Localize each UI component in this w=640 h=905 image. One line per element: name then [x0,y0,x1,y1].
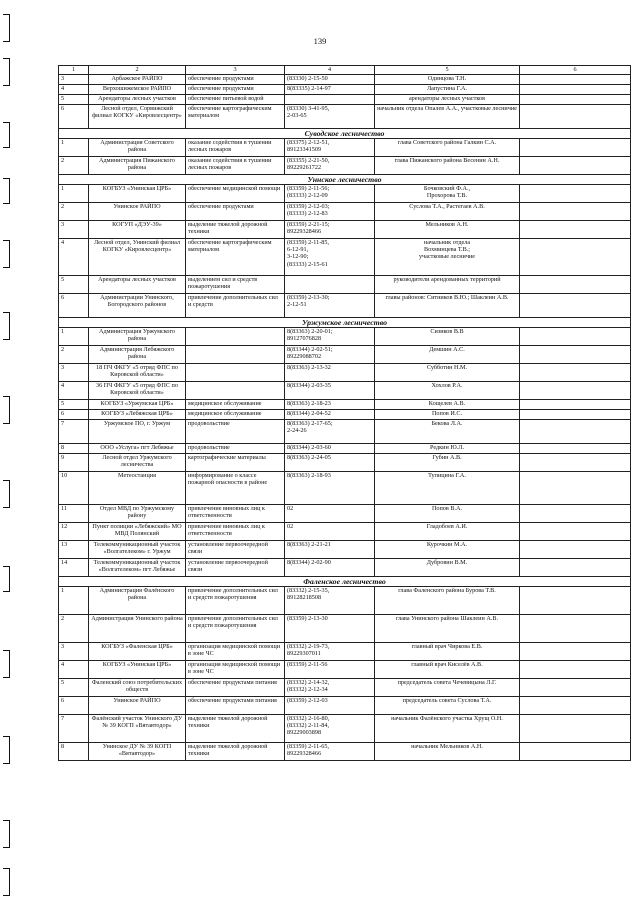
organization-cell: Администрация Советского района [89,139,186,157]
note-cell [520,472,631,505]
column-number-row [59,66,631,75]
organization-cell: Фаленский союз потребительских обществ [89,679,186,697]
function-cell: обеспечение продуктами [186,75,285,85]
responsible-person-cell: Бекова Л.А. [375,420,520,444]
organization-cell: КОГБУЗ «Уржумская ЦРБ» [89,400,186,410]
table-row [59,661,631,679]
phone-cell: 8(83344) 2-02-51; 89229088702 [285,346,375,364]
organization-cell: Лесной отдел, Сорвижский филиал КОГКУ «Кировлесцентр» [89,105,186,129]
table-row [59,410,631,420]
table-row [59,239,631,276]
phone-cell: 8(83344) 2-04-52 [285,410,375,420]
responsible-person-cell: начальник отдела Вохминцева Т.В.; участковые лесничие [375,239,520,276]
row-number-cell: 6 [59,294,89,318]
row-number-cell: 8 [59,743,89,761]
note-cell [520,643,631,661]
responsible-person-cell: Губин А.В. [375,454,520,472]
responsible-person-cell: Тупицина Г.А. [375,472,520,505]
row-number-cell: 1 [59,587,89,615]
row-number-cell: 6 [59,105,89,129]
responsible-person-cell: глава Унинского района Шаклеин А.В. [375,615,520,643]
phone-cell: (83332) 2-19-73, 89229307011 [285,643,375,661]
note-cell [520,239,631,276]
row-number-cell: 2 [59,346,89,364]
table-row [59,715,631,743]
phone-cell: (83359) 2-13-30 [285,615,375,643]
function-cell [186,382,285,400]
note-cell [520,420,631,444]
note-cell [520,661,631,679]
phone-cell [285,95,375,105]
section-header-row [59,175,631,185]
note-cell [520,587,631,615]
note-cell [520,185,631,203]
table-row [59,743,631,761]
note-cell [520,294,631,318]
phone-cell: (83359) 2-12-03; (83333) 2-12-83 [285,203,375,221]
organization-cell: Арендаторы лесных участков [89,95,186,105]
function-cell: оказание содействия в тушении лесных пожаров [186,139,285,157]
column-number-cell: 4 [285,66,375,75]
column-number-cell: 2 [89,66,186,75]
responsible-person-cell: арендаторы лесных участков [375,95,520,105]
responsible-person-cell: председатель совета Чечевицына Л.Г. [375,679,520,697]
function-cell: выделение тяжелой дорожной техники [186,743,285,761]
table-row [59,444,631,454]
row-number-cell: 11 [59,505,89,523]
responsible-person-cell: Демшин А.С. [375,346,520,364]
responsible-person-cell: Лапустина Г.А. [375,85,520,95]
binder-mark [3,312,10,340]
table-row [59,505,631,523]
note-cell [520,203,631,221]
note-cell [520,221,631,239]
function-cell: обеспечение продуктами питания [186,697,285,715]
phone-cell: (83330) 3-41-95, 2-03-65 [285,105,375,129]
organization-cell: Лесной отдел Уржумского лесничества [89,454,186,472]
responsible-person-cell: глава Пижанского района Весенин А.Н. [375,157,520,175]
note-cell [520,85,631,95]
function-cell: обеспечение картографическим материалом [186,239,285,276]
responsible-person-cell: глава Фаленского района Бурова Т.В. [375,587,520,615]
organization-cell: Метеостанция [89,472,186,505]
binder-mark [3,58,10,86]
function-cell: оказание содействия в тушении лесных пожаров [186,157,285,175]
note-cell [520,157,631,175]
row-number-cell: 3 [59,75,89,85]
row-number-cell: 5 [59,95,89,105]
table-row [59,221,631,239]
row-number-cell: 4 [59,239,89,276]
phone-cell: (83359) 2-21-15; 89229328466 [285,221,375,239]
function-cell: обеспечение медицинской помощи [186,185,285,203]
note-cell [520,559,631,577]
binder-mark [3,396,10,424]
note-cell [520,328,631,346]
note-cell [520,523,631,541]
phone-cell: (83359) 2-13-30; 2-12-51 [285,294,375,318]
table-row [59,294,631,318]
note-cell [520,715,631,743]
phone-cell: (83332) 2-15-35, 89128218508 [285,587,375,615]
organization-cell: КОГБУЗ «Унинская ЦРБ» [89,185,186,203]
phone-cell [285,276,375,294]
column-number-cell: 6 [520,66,631,75]
row-number-cell: 12 [59,523,89,541]
row-number-cell: 5 [59,400,89,410]
responsible-person-cell: главы районов: Ситников В.Ю.; Шаклеин А.В. [375,294,520,318]
note-cell [520,444,631,454]
phone-cell: 8(83363) 2-20-01; 89127076828 [285,328,375,346]
table-row [59,472,631,505]
note-cell [520,400,631,410]
table-body [59,66,631,761]
organization-cell: КОГБУЗ «Фаленская ЦРБ» [89,643,186,661]
function-cell: установление первоочередной связи [186,559,285,577]
note-cell [520,541,631,559]
binder-mark [3,480,10,508]
function-cell: продовольствие [186,444,285,454]
column-number-cell: 1 [59,66,89,75]
table-row [59,364,631,382]
table-row [59,95,631,105]
section-title: Суводское лесничество [59,129,631,139]
note-cell [520,410,631,420]
function-cell: привлечение дополнительных сил и средств [186,294,285,318]
table-row [59,85,631,95]
phone-cell: (83332) 2-16-80, (83332) 2-11-84, 89229003898 [285,715,375,743]
responsible-person-cell: Кощелев А.В. [375,400,520,410]
function-cell [186,346,285,364]
row-number-cell: 4 [59,661,89,679]
row-number-cell: 9 [59,454,89,472]
organization-cell: Унинское РАЙПО [89,697,186,715]
function-cell: обеспечение картографическим материалом [186,105,285,129]
organization-cell: 18 ПЧ ФКГУ «5 отряд ФПС по Кировской области» [89,364,186,382]
binder-mark [3,736,10,764]
phone-cell: (83359) 2-11-56 [285,661,375,679]
binder-mark [3,178,10,204]
binder-mark [3,122,10,148]
function-cell: установление первоочередной связи [186,541,285,559]
organization-cell: Администрация Уржумского района [89,328,186,346]
organization-cell: КОГУП «ДЭУ-39» [89,221,186,239]
phone-cell: (83359) 2-12-03 [285,697,375,715]
table-row [59,400,631,410]
table-row [59,420,631,444]
organization-cell: Администрация Пижанского района [89,157,186,175]
row-number-cell: 7 [59,715,89,743]
binder-mark [3,650,10,678]
table-row [59,541,631,559]
function-cell: выделением сил и средств пожаротушения [186,276,285,294]
organization-cell: Верхошижемское РАЙПО [89,85,186,95]
note-cell [520,95,631,105]
row-number-cell: 4 [59,382,89,400]
table-row [59,157,631,175]
responsible-person-cell: Попов И.С. [375,410,520,420]
note-cell [520,382,631,400]
row-number-cell: 4 [59,85,89,95]
organization-cell: Телекоммуникационный участок «Волгателеком» г. Уржум [89,541,186,559]
row-number-cell: 8 [59,444,89,454]
responsible-person-cell: председатель совета Суслова Т.А. [375,697,520,715]
organization-cell: ООО «Услуга» пгт Лебяжье [89,444,186,454]
phone-cell: (83332) 2-14-32, (83332) 2-12-34 [285,679,375,697]
responsible-person-cell: главный врач Чиркова Е.В. [375,643,520,661]
organization-cell: Фалёнский участок Унинского ДУ № 39 КОГП «Вятавтодор» [89,715,186,743]
table-row [59,185,631,203]
function-cell: картографические материалы [186,454,285,472]
function-cell: выделение тяжелой дорожной техники [186,715,285,743]
responsible-person-cell: руководители арендованных территорий [375,276,520,294]
responsible-person-cell: Сизиков В.В [375,328,520,346]
phone-cell: (83359) 2-11-85, 6-12-91, 3-12-90; (83333) 2-15-61 [285,239,375,276]
note-cell [520,679,631,697]
binder-mark [3,566,10,592]
phone-cell: (83355) 2-21-50, 89229261722 [285,157,375,175]
function-cell: привлечение виновных лиц к ответственности [186,505,285,523]
organization-cell: Унинское РАЙПО [89,203,186,221]
table-row [59,276,631,294]
phone-cell: 8(83363) 2-18-93 [285,472,375,505]
column-number-cell: 3 [186,66,285,75]
note-cell [520,454,631,472]
row-number-cell: 6 [59,410,89,420]
phone-cell: (83375) 2-12-51, 89123341509 [285,139,375,157]
responsible-person-cell: Гладобоев А.И. [375,523,520,541]
note-cell [520,364,631,382]
section-title: Уржумское лесничество [59,318,631,328]
function-cell: медицинское обслуживание [186,400,285,410]
function-cell: обеспечение продуктами [186,203,285,221]
row-number-cell: 2 [59,615,89,643]
organization-cell: Лесной отдел, Унинский филиал КОГКУ «Кировлесцентр» [89,239,186,276]
row-number-cell: 2 [59,157,89,175]
organization-cell: КОГБУЗ «Лебяжская ЦРБ» [89,410,186,420]
phone-cell: 8(83344) 2-03-35 [285,382,375,400]
responsible-person-cell: начальник Фалёнского участка Хрущ О.Н. [375,715,520,743]
function-cell: обеспечение продуктами [186,85,285,95]
table-row [59,75,631,85]
phone-cell: 8(83363) 2-17-65; 2-24-26 [285,420,375,444]
responsible-person-cell: Бочковский Ф.А., Прохорова Т.В. [375,185,520,203]
row-number-cell: 3 [59,643,89,661]
responsible-person-cell: Субботин Н.М. [375,364,520,382]
section-title: Уннское лесничество [59,175,631,185]
row-number-cell: 3 [59,221,89,239]
section-header-row [59,129,631,139]
section-title: Фаленское лесничество [59,577,631,587]
row-number-cell: 1 [59,328,89,346]
phone-cell: 8(83363) 2-21-21 [285,541,375,559]
note-cell [520,75,631,85]
function-cell: организация медицинской помощи в зоне ЧС [186,643,285,661]
page-number: 139 [313,36,327,46]
phone-cell: 8(83363) 2-13-32 [285,364,375,382]
row-number-cell: 10 [59,472,89,505]
note-cell [520,697,631,715]
phone-cell: 02 [285,505,375,523]
phone-cell: 8(83344) 2-02-90 [285,559,375,577]
table-row [59,454,631,472]
responsible-person-cell: Дубровин В.М. [375,559,520,577]
table-row [59,328,631,346]
function-cell [186,328,285,346]
note-cell [520,346,631,364]
row-number-cell: 2 [59,203,89,221]
section-header-row [59,577,631,587]
binder-mark [3,820,10,848]
row-number-cell: 7 [59,420,89,444]
table-row [59,559,631,577]
table-row [59,643,631,661]
table-row [59,139,631,157]
organization-cell: Администрация Унинского района [89,615,186,643]
function-cell: медицинское обслуживание [186,410,285,420]
binder-mark [3,240,10,268]
responsible-person-cell: глава Советского района Галкин С.А. [375,139,520,157]
phone-cell: (83330) 2-15-50 [285,75,375,85]
function-cell: выделение тяжелой дорожной техники [186,221,285,239]
note-cell [520,505,631,523]
responsible-person-cell: Попов В.А. [375,505,520,523]
table-row [59,697,631,715]
contacts-table [58,65,631,761]
responsible-person-cell: Курочкин М.А. [375,541,520,559]
responsible-person-cell: начальник отдела Опалев А.А., участковые лесничие [375,105,520,129]
organization-cell: Администрация Лебяжского района [89,346,186,364]
table-row [59,679,631,697]
phone-cell: 02 [285,523,375,541]
section-header-row [59,318,631,328]
table-row [59,523,631,541]
phone-cell: 8(83363) 2-24-05 [285,454,375,472]
row-number-cell: 5 [59,679,89,697]
binder-mark [3,14,10,42]
organization-cell: КОГБУЗ «Унинская ЦРБ» [89,661,186,679]
binder-mark [3,868,10,896]
table-row [59,105,631,129]
table-row [59,203,631,221]
function-cell [186,364,285,382]
function-cell: обеспечение питьевой водой [186,95,285,105]
phone-cell: 8(83344) 2-03-60 [285,444,375,454]
organization-cell: Телекоммуникационный участок «Волгателеком» пгт Лебяжье [89,559,186,577]
responsible-person-cell: главный врач Киселёв А.В. [375,661,520,679]
function-cell: информирование о классе пожарной опасности в районе [186,472,285,505]
organization-cell: Отдел МВД по Уржумскому району [89,505,186,523]
function-cell: продовольствие [186,420,285,444]
function-cell: организация медицинской помощи в зоне ЧС [186,661,285,679]
row-number-cell: 1 [59,139,89,157]
function-cell: привлечение дополнительных сил и средств пожаротушения [186,587,285,615]
phone-cell: 8(83335) 2-14-97 [285,85,375,95]
responsible-person-cell: Суслова Т.А., Растегаев А.В. [375,203,520,221]
organization-cell: Администрация Фалёнского района [89,587,186,615]
function-cell: привлечение дополнительных сил и средств пожаротушения [186,615,285,643]
phone-cell: 8(83363) 2-18-23 [285,400,375,410]
organization-cell: Уржумское ПО, г. Уржум [89,420,186,444]
responsible-person-cell: Мельников А.Н. [375,221,520,239]
organization-cell: Унинское ДУ № 39 КОГП «Вятавтодор» [89,743,186,761]
row-number-cell: 14 [59,559,89,577]
note-cell [520,276,631,294]
function-cell: обеспечение продуктами питания [186,679,285,697]
responsible-person-cell: Редкин Ю.Л. [375,444,520,454]
table-row [59,615,631,643]
phone-cell: (83359) 2-11-65, 89229328466 [285,743,375,761]
organization-cell: 36 ПЧ ФКГУ «5 отряд ФПС по Кировской области» [89,382,186,400]
responsible-person-cell: Одинцова Т.Н. [375,75,520,85]
row-number-cell: 5 [59,276,89,294]
responsible-person-cell: Хохлов Р.А. [375,382,520,400]
table-row [59,382,631,400]
responsible-person-cell: начальник Мельников А.Н. [375,743,520,761]
function-cell: привлечение виновных лиц к ответственности [186,523,285,541]
row-number-cell: 6 [59,697,89,715]
phone-cell: (83359) 2-11-56; (83333) 2-12-09 [285,185,375,203]
row-number-cell: 3 [59,364,89,382]
row-number-cell: 13 [59,541,89,559]
column-number-cell: 5 [375,66,520,75]
note-cell [520,615,631,643]
organization-cell: Администрации Унинского, Богородского районов [89,294,186,318]
table-row [59,346,631,364]
note-cell [520,139,631,157]
organization-cell: Пункт полиции «Лебяжский» МО МВД Полянский [89,523,186,541]
note-cell [520,105,631,129]
organization-cell: Арендаторы лесных участков [89,276,186,294]
row-number-cell: 1 [59,185,89,203]
note-cell [520,743,631,761]
table-row [59,587,631,615]
organization-cell: Арбажское РАЙПО [89,75,186,85]
